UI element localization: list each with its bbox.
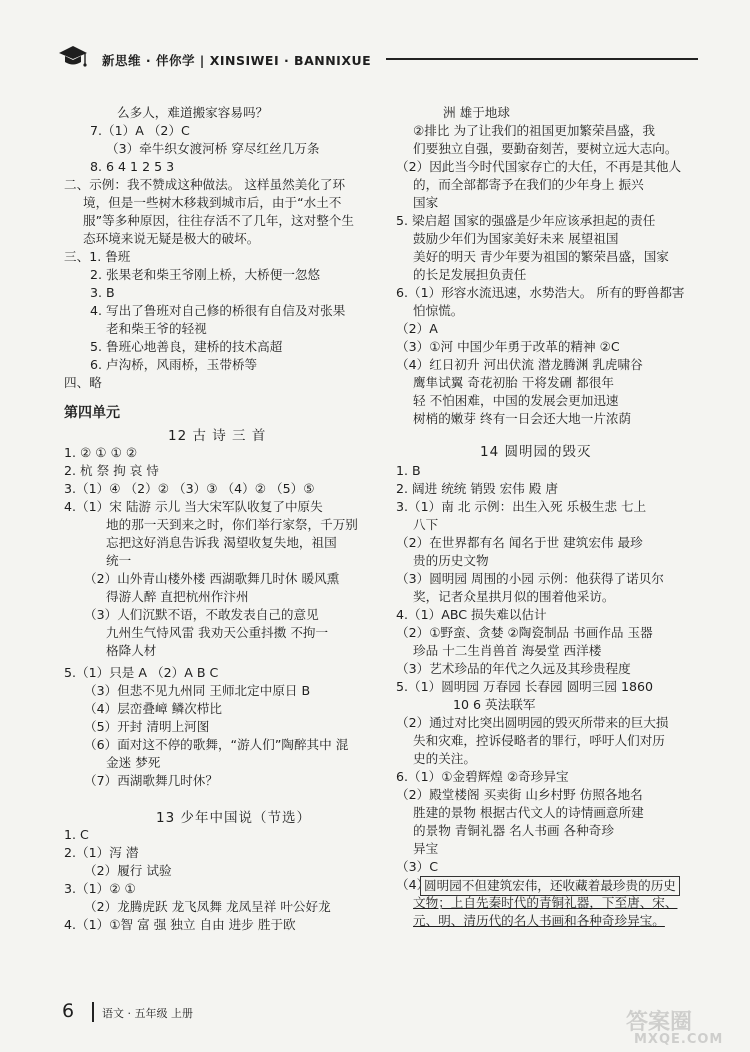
answer-line: 老和柴王爷的轻视 <box>106 321 207 336</box>
answer-line: （2）殿堂楼阁 买卖街 山乡村野 仿照各地名 <box>396 787 643 802</box>
answer-line: 6.（1）形容水流迅速，水势浩大。 所有的野兽都害 <box>396 285 685 300</box>
answer-line: 4. 写出了鲁班对自己修的桥很有自信及对张果 <box>90 303 346 318</box>
answer-line: 8. 6 4 1 2 5 3 <box>90 159 175 174</box>
answer-line: 怕惊慌。 <box>413 303 464 318</box>
answer-line: 三、1. 鲁班 <box>64 249 131 264</box>
answer-line: 奖，记者众星拱月似的围着他采访。 <box>413 589 615 604</box>
boxed-answer-line: 元、明、清历代的名人书画和各种奇珍异宝。 <box>413 913 665 928</box>
answer-line: 5.（1）只是 A （2）A B C <box>64 665 219 680</box>
answer-line: （2）履行 试验 <box>84 863 172 878</box>
answer-line: （2）在世界都有名 闻名于世 建筑宏伟 最珍 <box>396 535 643 550</box>
answer-line: 二、示例：我不赞成这种做法。 这样虽然美化了环 <box>64 177 346 192</box>
answer-line: 4.（1）宋 陆游 示儿 当大宋军队收复了中原失 <box>64 499 323 514</box>
answer-line: 服”等多种原因，往往存活不了几年，这对整个生 <box>83 213 354 228</box>
answer-line: 6. 卢沟桥，风雨桥，玉带桥等 <box>90 357 258 372</box>
lesson-13-title: 13 少年中国说（节选） <box>156 810 311 826</box>
answer-line: 10 6 英法联军 <box>453 697 536 712</box>
answer-line: 史的关注。 <box>413 751 476 766</box>
answer-line: 鹰隼试翼 奇花初胎 干将发硎 都很年 <box>413 375 614 390</box>
answer-line: （3）圆明园 周围的小园 示例：他获得了诺贝尔 <box>396 571 664 586</box>
answer-line: 鼓励少年们为国家美好未来 展望祖国 <box>413 231 619 246</box>
answer-line: 5.（1）圆明园 万春园 长春园 圆明三园 1860 <box>396 679 653 694</box>
answer-line: （4）层峦叠嶂 鳞次栉比 <box>84 701 222 716</box>
answer-line: （3）人们沉默不语，不敢发表自己的意见 <box>84 607 319 622</box>
answer-line: 贵的历史文物 <box>413 553 489 568</box>
lesson-14-title: 14 圆明园的毁灭 <box>480 444 592 460</box>
answer-line: （2）A <box>396 321 438 336</box>
answer-line: 1. C <box>64 827 89 842</box>
answer-line: 么多人，难道搬家容易吗？ <box>117 105 269 120</box>
unit-title: 第四单元 <box>64 405 120 421</box>
answer-line: 1. B <box>396 463 421 478</box>
watermark-bottom: MXQE.COM <box>634 1032 724 1047</box>
answer-line: （7）西湖歌舞几时休？ <box>84 773 218 788</box>
answer-line: 美好的明天 青少年要为祖国的繁荣昌盛，国家 <box>413 249 669 264</box>
answer-line: 珍品 十二生肖兽首 海晏堂 西洋楼 <box>413 643 602 658</box>
answer-line: 4.（1）①智 富 强 独立 自由 进步 胜于欧 <box>64 917 296 932</box>
answer-line: （3）C <box>396 859 438 874</box>
answer-line: 3.（1）② ① <box>64 881 136 896</box>
answer-line: 胜建的景物 根据古代文人的诗情画意所建 <box>413 805 644 820</box>
answer-line: 3. B <box>90 285 115 300</box>
answer-line: 的景物 青铜礼器 名人书画 各种奇珍 <box>413 823 614 838</box>
brand-title: 新思维 · 伴你学 | XINSIWEI · BANNIXUE <box>102 53 372 68</box>
answer-line: 6.（1）①金碧辉煌 ②奇珍异宝 <box>396 769 569 784</box>
answer-line: （2）①野蛮、贪婪 ②陶瓷制品 书画作品 玉器 <box>396 625 653 640</box>
answer-line: 2. 杭 祭 拘 哀 恃 <box>64 463 160 478</box>
answer-line: （3）艺术珍品的年代之久远及其珍贵程度 <box>396 661 631 676</box>
answer-line: 境，但是一些树木移栽到城市后，由于“水土不 <box>83 195 342 210</box>
answer-line: 7.（1）A （2）C <box>90 123 190 138</box>
answer-line: 九州生气恃风雷 我劝天公重抖擞 不拘一 <box>106 625 329 640</box>
answer-line: 忘把这好消息告诉我 渴望收复失地，祖国 <box>106 535 337 550</box>
answer-line: 2. 张果老和柴王爷刚上桥，大桥便一忽悠 <box>90 267 321 282</box>
answer-line: 统一 <box>106 553 132 568</box>
answer-line: 的，而全部都寄予在我们的少年身上 振兴 <box>413 177 644 192</box>
answer-line: 轻 不怕困难，中国的发展会更加迅速 <box>413 393 619 408</box>
answer-line: （2）通过对比突出圆明园的毁灭所带来的巨大损 <box>396 715 669 730</box>
answer-line: （2）龙腾虎跃 龙飞凤舞 龙凤呈祥 叶公好龙 <box>84 899 331 914</box>
answer-line: 国家 <box>413 195 439 210</box>
answer-line: （6）面对这不停的歌舞，“游人们”陶醉其中 混 <box>84 737 349 752</box>
answer-line: 2. 阔进 统统 销毁 宏伟 殿 唐 <box>396 481 558 496</box>
answer-line: 洲 雄于地球 <box>443 105 510 120</box>
boxed-answer-line: 圆明园不但建筑宏伟，还收藏着最珍贵的历史 <box>420 876 680 896</box>
page-number: 6 <box>62 1000 75 1022</box>
answer-line: 八下 <box>413 517 439 532</box>
answer-line: （3）①河 中国少年勇于改革的精神 ②C <box>396 339 620 354</box>
answer-line: 异宝 <box>413 841 439 856</box>
answer-line: 态环境来说无疑是极大的破坏。 <box>83 231 260 246</box>
lesson-12-title: 12 古 诗 三 首 <box>168 428 267 444</box>
answer-line: 2.（1）泻 潜 <box>64 845 139 860</box>
answer-line: 3.（1）南 北 示例：出生入死 乐极生悲 七上 <box>396 499 647 514</box>
watermark-top: 答案圈 <box>626 1010 693 1035</box>
answer-line: 树梢的嫩芽 终有一日会还大地一片浓荫 <box>413 411 632 426</box>
boxed-answer-line: 文物；上自先秦时代的青铜礼器，下至唐、宋、 <box>413 895 678 910</box>
answer-line: 们要独立自强，要勤奋刻苦，要树立远大志向。 <box>413 141 678 156</box>
answer-line: 得游人醉 直把杭州作汴州 <box>106 589 249 604</box>
answer-line: 5. 鲁班心地善良，建桥的技术高超 <box>90 339 283 354</box>
answer-line: 的长足发展担负责任 <box>413 267 527 282</box>
graduation-cap-icon <box>58 44 88 70</box>
answer-line: 5. 梁启超 国家的强盛是少年应该承担起的责任 <box>396 213 656 228</box>
answer-line: 金迷 梦死 <box>106 755 161 770</box>
answer-line: 格降人材 <box>106 643 157 658</box>
footer-subject: 语文 · 五年级 上册 <box>102 1007 193 1020</box>
answer-line: （3）牵牛织女渡河桥 穿尽红丝几万条 <box>106 141 320 156</box>
answer-line: 四、略 <box>64 375 102 390</box>
boxed-answer-label: （4） <box>396 877 430 892</box>
page-header <box>58 42 698 74</box>
answer-line: （4）红日初升 河出伏流 潜龙腾渊 乳虎啸谷 <box>396 357 643 372</box>
watermark-logo <box>620 1005 740 1049</box>
footer-divider <box>92 1002 94 1022</box>
header-rule <box>386 58 698 60</box>
answer-line: 1. ② ① ① ② <box>64 445 138 460</box>
answer-line: （5）开封 清明上河图 <box>84 719 210 734</box>
answer-line: 地的那一天到来之时，你们举行家祭，千万别 <box>106 517 358 532</box>
answer-line: ②排比 为了让我们的祖国更加繁荣昌盛，我 <box>413 123 655 138</box>
answer-line: 3.（1）④ （2）② （3）③ （4）② （5）⑤ <box>64 481 315 496</box>
answer-line: （2）山外青山楼外楼 西湖歌舞几时休 暖风熏 <box>84 571 340 586</box>
answer-line: （3）但悲不见九州同 王师北定中原日 B <box>84 683 311 698</box>
answer-line: 4.（1）ABC 损失难以估计 <box>396 607 547 622</box>
answer-line: 失和灾难，控诉侵略者的罪行，呼吁人们对历 <box>413 733 665 748</box>
answer-line: （2）因此当今时代国家存亡的大任，不再是其他人 <box>396 159 682 174</box>
